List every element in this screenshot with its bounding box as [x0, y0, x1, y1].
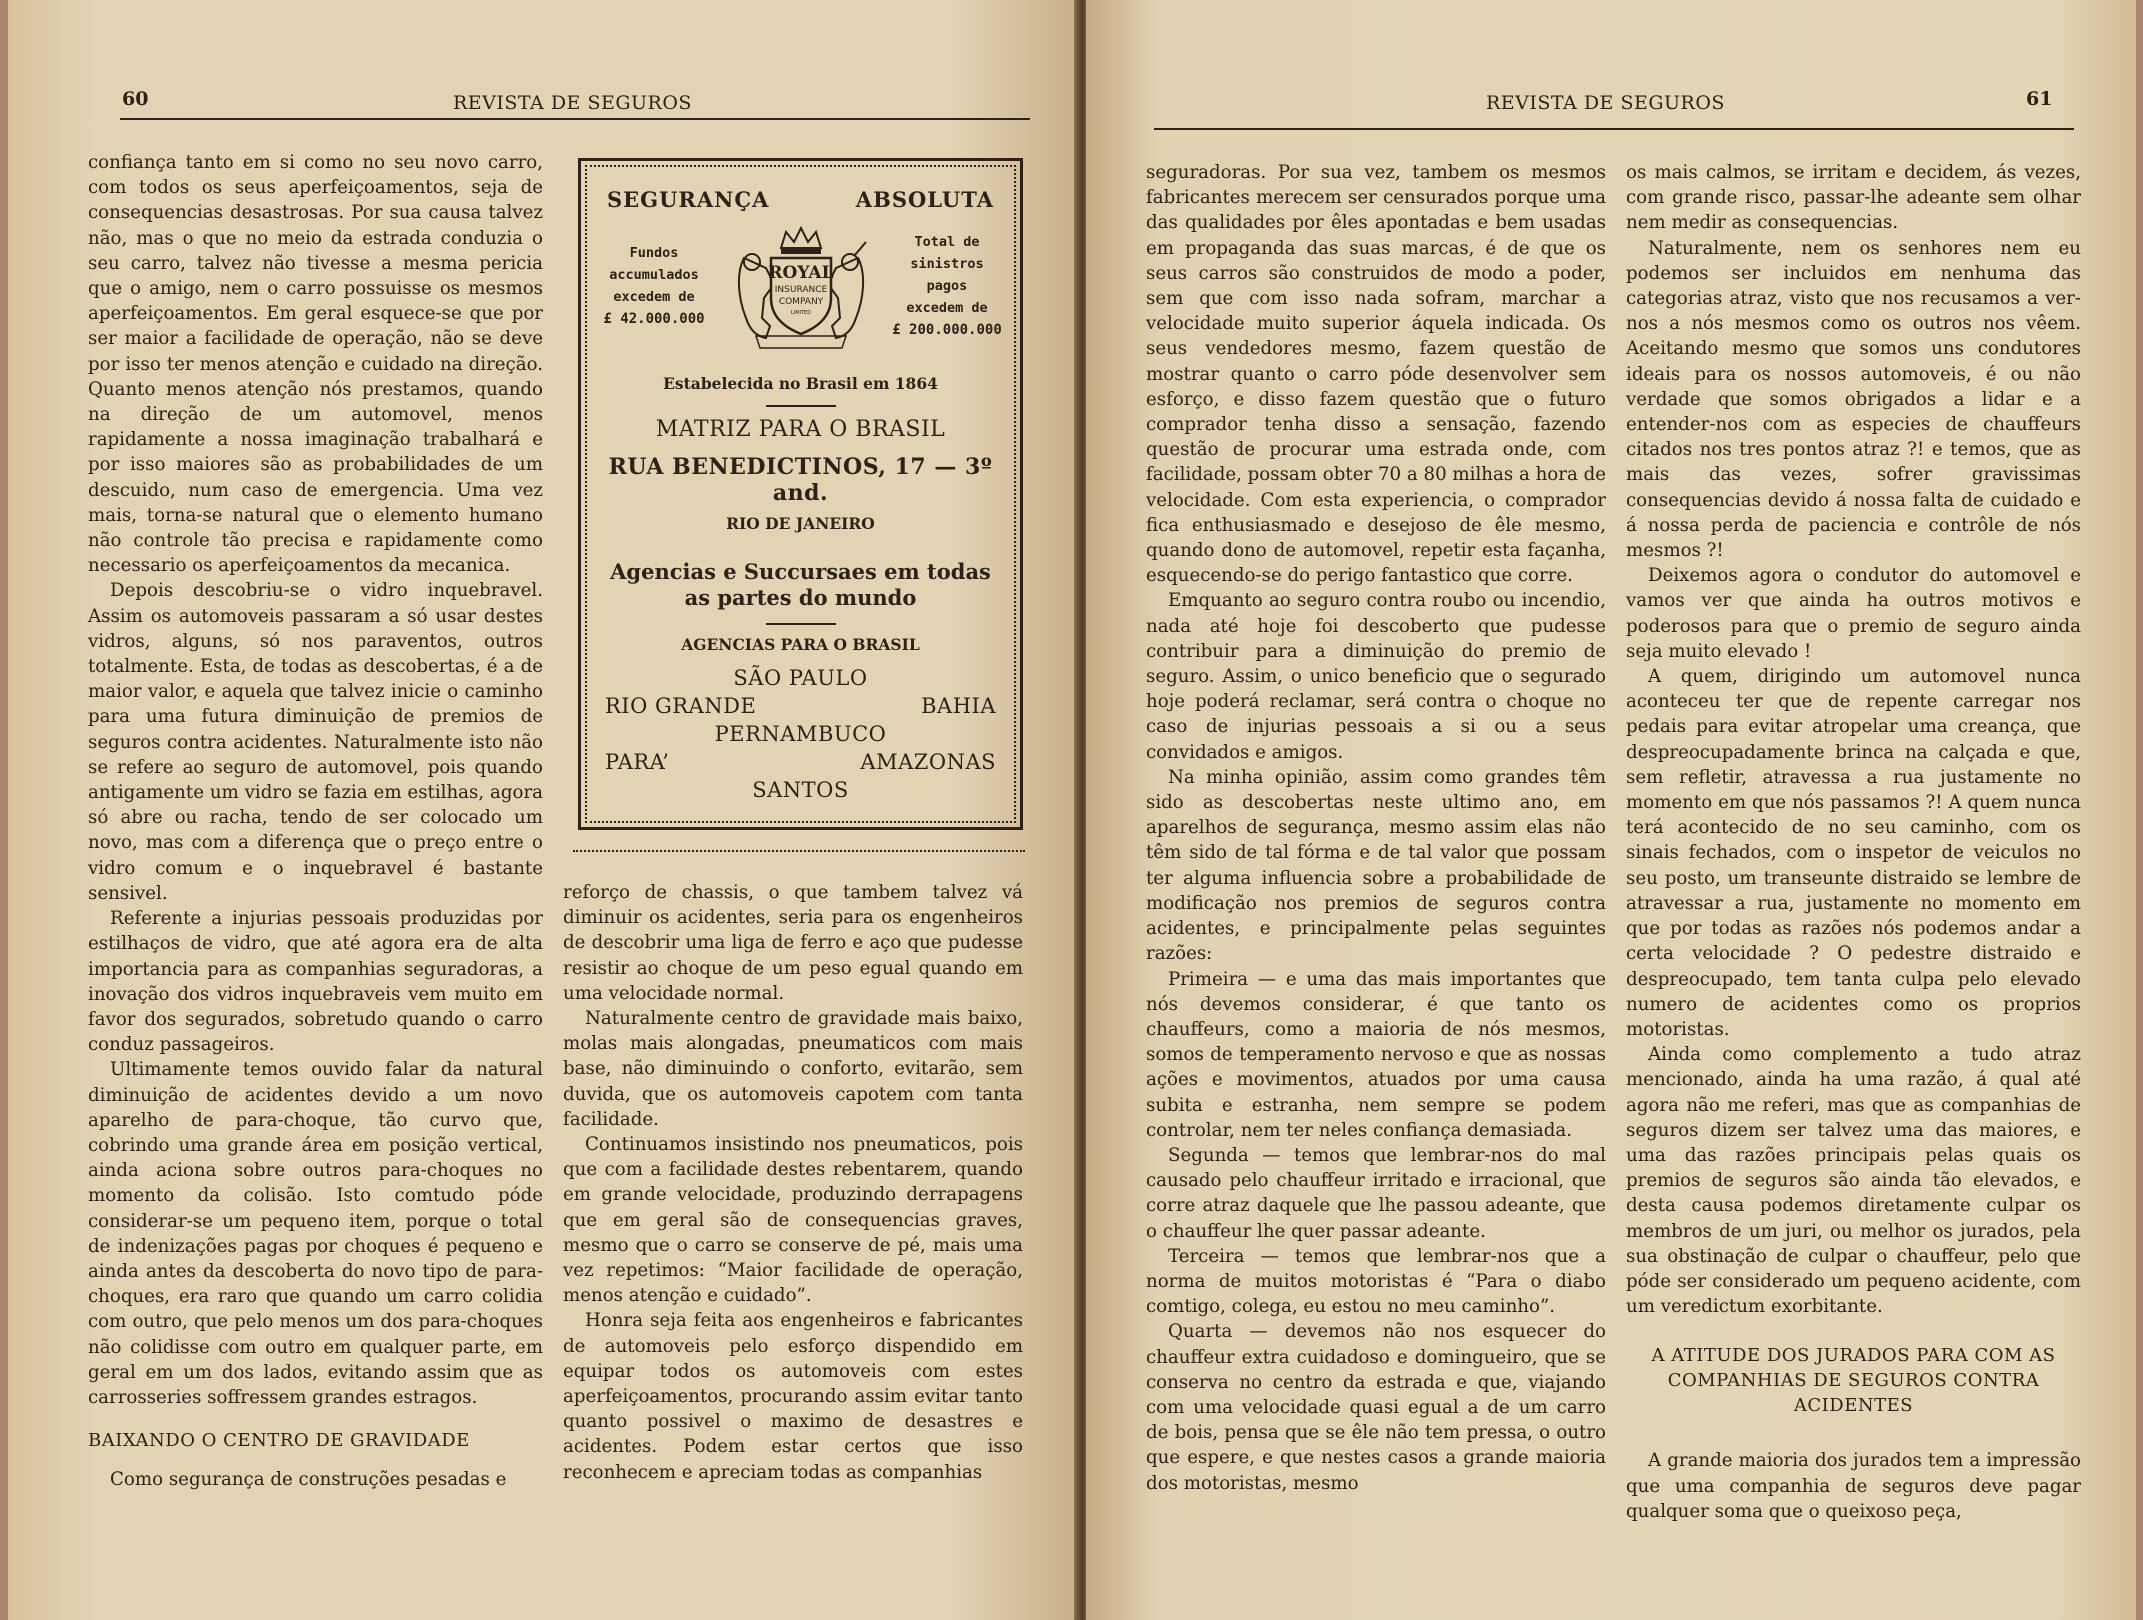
paragraph: Continuamos insistindo nos pneumaticos, pois que com a facilidade destes rebentarem, quando em grande velocidade, produzindo derrapagens que em geral são de consequencias graves, mesmo que o carro se conserve de pé, mais uma vez repetimos: “Maior facilidade de operação, menos atenção e cuidado”. [563, 1134, 1023, 1307]
royal-insurance-advertisement [578, 158, 1023, 830]
city-rio-grande: RIO GRANDE [605, 694, 757, 718]
ad-amount: £ 200.000.000 [892, 322, 1002, 338]
paragraph: Primeira — e uma das mais importantes que nós devemos considerar, é que tanto os chauffeurs, como a maioria de nós mesmos, somos de temperamento nervoso e que as nossas ações e movimentos, atuados por uma causa subita e estranha, nem sempre se podem controlar, nem ter neles confiança demasiada. [1146, 968, 1606, 1141]
paragraph: Ainda como complemento a tudo atraz mencionado, ainda ha uma razão, á qual até agora não me referi, mas que as companhias de seguros dizem ser talvez uma das maiores, e uma das razões principais pelas quais os premios de seguros são ainda tão elevados, e desta causa podemos diretamente culpar os membros de um juri, ou melhor os jurados, pela sua obstinação de culpar o chauffeur, pelo que póde ser considerado um pequeno acidente, com um veredictum exorbitante. [1626, 1044, 2081, 1318]
header-rule [120, 118, 1030, 120]
ad-line: excedem de [906, 300, 988, 316]
running-head: REVISTA DE SEGUROS [1486, 92, 1725, 114]
ad-line: Total de [914, 234, 980, 250]
left-page [8, 0, 1078, 1620]
paragraph: Quarta — devemos não nos esquecer do chauffeur extra cuidadoso e domingueiro, que se conserva no centro da estrada e que, viajando com uma velocidade quasi egual a de um carro de bois, pensa que se êle não tem pressa, o outro que espere, e que nestes casos a grande maioria dos motoristas, mesmo [1146, 1321, 1606, 1494]
page-number: 60 [122, 88, 149, 110]
logo-royal-text: ROYAL [767, 263, 834, 283]
ad-line: excedem de [613, 289, 695, 305]
ad-line: Fundos [629, 245, 679, 261]
paragraph: Terceira — temos que lembrar-nos que a norma de muitos motoristas é “Para o diabo comtigo, colega, eu estou no meu caminho”. [1146, 1245, 1606, 1318]
logo-limited-text: LIMITED [790, 310, 811, 316]
ad-heading [607, 187, 994, 212]
paragraph: A quem, dirigindo um automovel nunca aconteceu ter que de repente carregar nos pedais para evitar atropelar uma creança, que despreocupadamente brinca na calçada e que, sem refletir, atravessa a rua justamente no momento em que nós passamos ?! A quem nunca terá acontecido de no seu caminho, com os sinais fechados, com o inspetor de veiculos no seu posto, um transeunte distraido se lembre de atravessar a rua, justamente no momento em que por todas as razões nós podemos andar a certa velocidade ? O pedestre distraido e despreocupado, tem tanta culpa pelo elevado numero de acidentes como os proprios motoristas. [1626, 666, 2081, 1040]
ad-funds-block [599, 242, 709, 330]
paragraph: confiança tanto em si como no seu novo carro, com todos os seus aperfeiçoamentos, seja de consequencias desastrosas. Por sua causa talvez não, mas o que no meio da estrada conduzia o seu carro, talvez não tivesse a mesma pericia que o amigo, nem o carro possuisse os mesmos aperfeiçoamentos. Em geral esquece-se que por ser maior a facilidade de operação, não se deve por isso ter menos atenção e cuidado na direção. Quanto menos atenção nós prestamos, quando na direção de um automovel, menos rapidamente a nossa imaginação trabalhará e por isso maiores são as probabilidades de um descuido, num caso de emergencia. Uma vez mais, torna-se natural que o elemento humano não controle tão precisa e rapidamente como necessario os aperfeiçoamentos da mecanica. [88, 152, 543, 577]
paragraph: A grande maioria dos jurados tem a impressão que uma companhia de seguros deve pagar qualquer soma que o queixoso peça, [1626, 1450, 2081, 1522]
ad-address: RUA BENEDICTINOS, 17 — 3º and. [608, 454, 993, 506]
paragraph: Deixemos agora o condutor do automovel e vamos ver que ainda ha outros motivos e poderosos para que o premio de seguro ainda seja muito elevado ! [1626, 565, 2081, 662]
city-sao-paulo: SÃO PAULO [733, 666, 868, 690]
ad-matriz: MATRIZ PARA O BRASIL [655, 417, 946, 442]
paragraph: Naturalmente centro de gravidade mais baixo, molas mais alongadas, pneumaticos com mais base, não diminuindo o conforto, evitarão, sem duvida, que os automoveis capotem com tanta facilidade. [563, 1008, 1023, 1130]
city-para: PARA’ [605, 750, 670, 774]
paragraph: Como segurança de construções pesadas e [110, 1469, 507, 1491]
ad-line: accumulados [609, 267, 699, 283]
right-column-2 [1626, 160, 2081, 1524]
left-column-2 [563, 880, 1023, 1485]
paragraph: Ultimamente temos ouvido falar da natural diminuição de acidentes devido a um novo aparelho de para-choque, tão curvo que, cobrindo uma grande área em posição vertical, ainda aciona sobre outros para-choques no momento da colisão. Isto comtudo póde considerar-se um pequeno item, porque o total de indenizações pagas por choques é pequeno e ainda antes da descoberta do novo tipo de para-choques, era raro que quando um carro colidia com outro, que pelo menos um dos para-choques não colidisse com outro em qualquer parte, em geral em um dos lados, evitando assim que as carrosseries soffressem grandes estragos. [88, 1059, 543, 1408]
paragraph: Naturalmente, nem os senhores nem eu podemos ser incluidos em nenhuma das categorias atraz, visto que nos recusamos a ver-nos a nós mesmos como os outros nos vêem. Aceitando mesmo que somos uns condutores ideais para os nossos automoveis, é ou não verdade que somos obrigados a lidar e a entender-nos com as especies de chauffeurs citados nos tres pontos atraz ?! e temos, que as mais das vezes, sofrer gravissimas consequencias devido á nossa falta de cuidado e á nossa perda de paciencia e contrôle de nós mesmos ?! [1626, 237, 2081, 562]
paragraph: seguradoras. Por sua vez, tambem os mesmos fabricantes merecem ser censurados porque uma das qualidades por êles apontadas e bem usadas em propaganda das suas marcas, é de que os seus carros são construidos de modo a poder, sem que com isso nada sofram, marchar a velocidade muito superior áquela indicada. Os seus vendedores mesmo, fazem questão de mostrar quanto o carro póde desenvolver sem esforço, e disso fazem questão que o futuro comprador tenha disso a sensação, fazendo questão de procurar uma estrada onde, com facilidade, possam obter 70 a 80 milhas a hora de velocidade. Com esta experiencia, o comprador fica enthusiasmado e desejoso de êle mesmo, quando dono de automovel, repetir esta façanha, esquecendo-se do perigo fantastico que corre. [1146, 162, 1606, 587]
left-column-1 [88, 150, 543, 1493]
ad-established: Estabelecida no Brasil em 1864 [663, 374, 938, 393]
paragraph: os mais calmos, se irritam e decidem, ás vezes, com grande risco, passar-lhe adeante sem olhar nem medir as consequencias. [1626, 162, 2081, 234]
ad-agencies-brasil: AGENCIAS PARA O BRASIL [681, 635, 920, 654]
ad-divider [766, 405, 836, 407]
paragraph: Segunda — temos que lembrar-nos do mal causado pelo chauffeur irritado e irracional, que corre atraz daquele que lhe passou adeante, que o chauffeur lhe quer passar adeante. [1146, 1144, 1606, 1242]
ad-cities [599, 664, 1002, 804]
paragraph: Depois descobriu-se o vidro inquebravel. Assim os automoveis passaram a só usar destes vidros, alguns, só nos paraventos, outros totalmente. Esta, de todas as descobertas, é a de maior valor, e aquela que talvez inicie o caminho para uma futura diminuição de premios de seguros contra acidentes. Naturalmente isto não se refere ao seguro de automovel, pois quando antigamente um vidro se fazia em estilhas, agora só abre ou racha, tendo de ser colocado um novo, mas com a diferença que o preço entre o vidro comum e o inquebravel é bastante sensivel. [88, 580, 543, 904]
page-number: 61 [2026, 88, 2053, 110]
ad-bottom-rule [573, 850, 1025, 858]
ad-heading-left: SEGURANÇA [607, 187, 770, 212]
ad-line: sinistros pagos [910, 256, 984, 294]
city-pernambuco: PERNAMBUCO [714, 722, 887, 746]
ad-amount: £ 42.000.000 [603, 311, 705, 327]
paragraph: Referente a injurias pessoais produzidas por estilhaços de vidro, que até agora era de alta importancia para as companhias seguradoras, a inovação dos vidros inquebraveis vem muito em favor dos segurados, sobretudo quando o carro conduz passageiros. [88, 908, 543, 1056]
logo-company-text: COMPANY [778, 297, 823, 307]
ad-claims-block [892, 231, 1002, 341]
ad-divider [766, 623, 836, 625]
ad-agencies: Agencias e Succursaes em todas as partes do mundo [610, 559, 991, 610]
right-column-1 [1146, 160, 1606, 1496]
paragraph: reforço de chassis, o que tambem talvez vá diminuir os acidentes, seria para os engenheiros de descobrir uma liga de ferro e aço que pudesse resistir ao choque de um peso egual quando em uma velocidade normal. [563, 882, 1023, 1004]
ad-logo-row [599, 218, 1002, 354]
logo-insurance-text: INSURANCE [774, 285, 827, 295]
paragraph: Na minha opinião, assim como grandes têm sido as descobertas neste ultimo ano, em aparelhos de segurança, mesmo assim elas não têm sido de tal fórma e de tal valor que possam ter alguma influencia sobre a probabilidade de modificação nos premios de seguros contra acidentes, e principalmente pelas seguintes razões: [1146, 766, 1606, 965]
city-santos: SANTOS [752, 778, 849, 802]
ad-city: RIO DE JANEIRO [726, 514, 875, 533]
section-heading: A ATITUDE DOS JURADOS PARA COM AS COMPANHIAS DE SEGUROS CONTRA ACIDENTES [1651, 1345, 2056, 1417]
paragraph: Honra seja feita aos engenheiros e fabricantes de automoveis pelo esforço dispendido em equipar todos os automoveis com estes aperfeiçoamentos, procurando assim evitar tanto quanto possivel o maximo de desastres e acidentes. Podem estar certos que isso reconhecem e apreciam todas as companhias [563, 1310, 1023, 1483]
header-rule [1154, 128, 2074, 130]
running-head: REVISTA DE SEGUROS [453, 92, 692, 114]
city-amazonas: AMAZONAS [860, 750, 996, 774]
right-page [1086, 0, 2136, 1620]
section-heading: BAIXANDO O CENTRO DE GRAVIDADE [88, 1430, 470, 1452]
royal-insurance-crest-logo [726, 218, 876, 354]
paragraph: Emquanto ao seguro contra roubo ou incendio, nada até hoje foi descoberto que pudesse contribuir para a diminuição do premio de seguro. Assim, o unico beneficio que o segurado hoje poderá reclamar, será contra o choque no caso de injurias pessoais a si ou a seus convidados e amigos. [1146, 590, 1606, 763]
ad-heading-right: ABSOLUTA [855, 187, 994, 212]
city-bahia: BAHIA [921, 694, 996, 718]
